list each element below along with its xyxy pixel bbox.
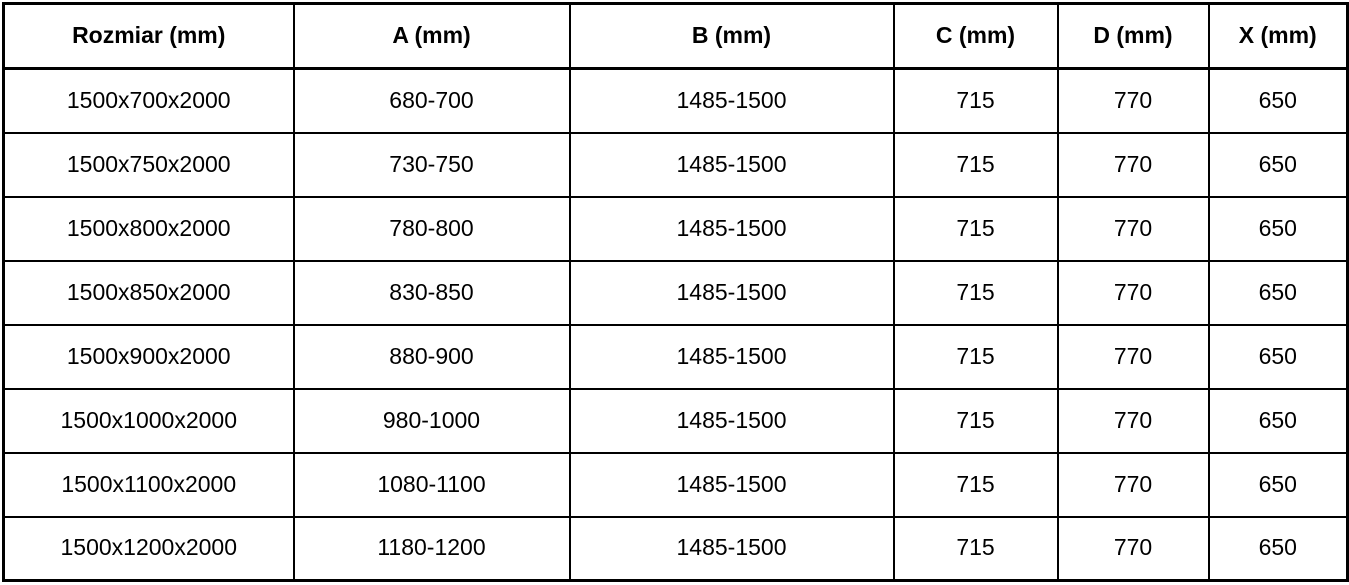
column-header: C (mm) [894,4,1058,69]
table-cell: 650 [1209,197,1348,261]
table-cell: 650 [1209,517,1348,581]
table-cell: 650 [1209,69,1348,133]
table-cell: 650 [1209,133,1348,197]
table-cell: 650 [1209,325,1348,389]
table-cell: 770 [1058,453,1209,517]
table-cell: 715 [894,325,1058,389]
table-cell: 1500x800x2000 [4,197,294,261]
table-cell: 650 [1209,261,1348,325]
table-row [4,389,1348,453]
table-cell: 1180-1200 [294,517,570,581]
table-cell: 650 [1209,389,1348,453]
table-cell: 1485-1500 [570,133,894,197]
table-cell: 1485-1500 [570,69,894,133]
table-cell: 715 [894,389,1058,453]
table-cell: 715 [894,197,1058,261]
table-body [4,69,1348,581]
table-cell: 1500x700x2000 [4,69,294,133]
table-cell: 1500x850x2000 [4,261,294,325]
table-cell: 1485-1500 [570,453,894,517]
table-cell: 1080-1100 [294,453,570,517]
table-cell: 650 [1209,453,1348,517]
header-row [4,4,1348,69]
table-cell: 980-1000 [294,389,570,453]
table-row [4,69,1348,133]
column-header: B (mm) [570,4,894,69]
table-cell: 715 [894,261,1058,325]
table-cell: 1500x750x2000 [4,133,294,197]
table-cell: 1485-1500 [570,261,894,325]
table-cell: 1485-1500 [570,197,894,261]
table-row [4,261,1348,325]
table-cell: 715 [894,133,1058,197]
column-header: Rozmiar (mm) [4,4,294,69]
table-cell: 1485-1500 [570,325,894,389]
table-cell: 715 [894,453,1058,517]
table-cell: 715 [894,517,1058,581]
page [0,2,1349,585]
table-cell: 830-850 [294,261,570,325]
table-cell: 770 [1058,197,1209,261]
table-cell: 1500x900x2000 [4,325,294,389]
column-header: X (mm) [1209,4,1348,69]
table-cell: 880-900 [294,325,570,389]
table-cell: 1500x1100x2000 [4,453,294,517]
table-cell: 770 [1058,389,1209,453]
table-cell: 770 [1058,133,1209,197]
table-row [4,133,1348,197]
table-cell: 780-800 [294,197,570,261]
table-cell: 715 [894,69,1058,133]
table-cell: 1500x1200x2000 [4,517,294,581]
table-cell: 1485-1500 [570,517,894,581]
table-cell: 770 [1058,517,1209,581]
table-row [4,325,1348,389]
size-spec-table [2,2,1349,582]
column-header: A (mm) [294,4,570,69]
table-cell: 1500x1000x2000 [4,389,294,453]
column-header: D (mm) [1058,4,1209,69]
table-cell: 770 [1058,69,1209,133]
table-cell: 680-700 [294,69,570,133]
table-row [4,197,1348,261]
table-header [4,4,1348,69]
table-cell: 730-750 [294,133,570,197]
table-row [4,453,1348,517]
table-cell: 770 [1058,325,1209,389]
table-cell: 1485-1500 [570,389,894,453]
table-cell: 770 [1058,261,1209,325]
table-row [4,517,1348,581]
